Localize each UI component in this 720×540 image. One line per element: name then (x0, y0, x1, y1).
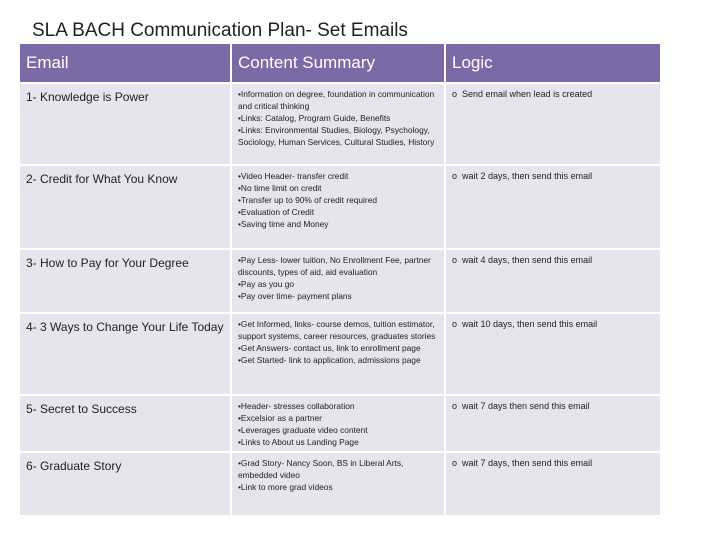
logic-bullet: o (452, 319, 458, 329)
summary-item: •Saving time and Money (238, 219, 329, 229)
logic-text: Send email when lead is created (462, 89, 593, 99)
summary-item: •Links to About us Landing Page (238, 437, 359, 447)
logic-text: wait 4 days, then send this email (462, 255, 593, 265)
summary-item: •Grad Story- Nancy Soon, BS in Liberal Arts, embedded video (238, 458, 404, 480)
summary-cell (232, 250, 444, 312)
email-cell: 3- How to Pay for Your Degree (20, 250, 230, 312)
header-logic: Logic (446, 44, 660, 82)
summary-item: •Get Answers- contact us, link to enrollment page (238, 343, 421, 353)
summary-item: •Pay Less- lower tuition, No Enrollment Fee, partner discounts, types of aid, aid evaluation (238, 255, 431, 277)
summary-cell (232, 396, 444, 451)
logic-bullet: o (452, 458, 458, 468)
logic-bullet: o (452, 89, 458, 99)
summary-item: •Video Header- transfer credit (238, 171, 349, 181)
page-title: SLA BACH Communication Plan- Set Emails (32, 20, 408, 41)
summary-item: •Evaluation of Credit (238, 207, 315, 217)
logic-bullet: o (452, 171, 458, 181)
logic-cell (446, 166, 660, 248)
summary-item: •Get Informed, links- course demos, tuition estimator, support systems, career resources, graduates stories (238, 319, 436, 341)
summary-item: •Leverages graduate video content (238, 425, 368, 435)
logic-bullet: o (452, 255, 458, 265)
summary-cell (232, 84, 444, 164)
summary-cell (232, 166, 444, 248)
table-row (20, 166, 660, 248)
summary-item: •Pay as you go (238, 279, 295, 289)
communication-plan-table (18, 42, 662, 517)
logic-text: wait 7 days then send this email (462, 401, 590, 411)
summary-item: •No time limit on credit (238, 183, 322, 193)
email-cell: 1- Knowledge is Power (20, 84, 230, 164)
summary-item: •Information on degree, foundation in communication and critical thinking (238, 89, 435, 111)
table-row (20, 250, 660, 312)
logic-cell (446, 84, 660, 164)
table-row (20, 453, 660, 515)
logic-text: wait 7 days, then send this email (462, 458, 593, 468)
summary-cell (232, 314, 444, 394)
table-header-row (20, 44, 660, 82)
summary-item: •Links: Catalog, Program Guide, Benefits (238, 113, 391, 123)
header-email: Email (20, 44, 230, 82)
logic-cell (446, 453, 660, 515)
email-cell: 5- Secret to Success (20, 396, 230, 451)
summary-item: •Get Started- link to application, admissions page (238, 355, 421, 365)
logic-cell (446, 314, 660, 394)
table-row (20, 314, 660, 394)
table-row (20, 84, 660, 164)
header-content-summary: Content Summary (232, 44, 444, 82)
summary-item: •Links: Environmental Studies, Biology, Psychology, Sociology, Human Services, Cultural Studies, History (238, 125, 435, 147)
logic-cell (446, 396, 660, 451)
summary-item: •Header- stresses collaboration (238, 401, 355, 411)
logic-text: wait 10 days, then send this email (462, 319, 598, 329)
email-cell: 2- Credit for What You Know (20, 166, 230, 248)
table-row (20, 396, 660, 451)
logic-cell (446, 250, 660, 312)
summary-item: •Pay over time- payment plans (238, 291, 352, 301)
summary-item: •Transfer up to 90% of credit required (238, 195, 378, 205)
email-cell: 4- 3 Ways to Change Your Life Today (20, 314, 230, 394)
logic-text: wait 2 days, then send this email (462, 171, 593, 181)
summary-cell (232, 453, 444, 515)
summary-item: •Link to more grad videos (238, 482, 333, 492)
logic-bullet: o (452, 401, 458, 411)
email-cell: 6- Graduate Story (20, 453, 230, 515)
summary-item: •Excelsior as a partner (238, 413, 322, 423)
